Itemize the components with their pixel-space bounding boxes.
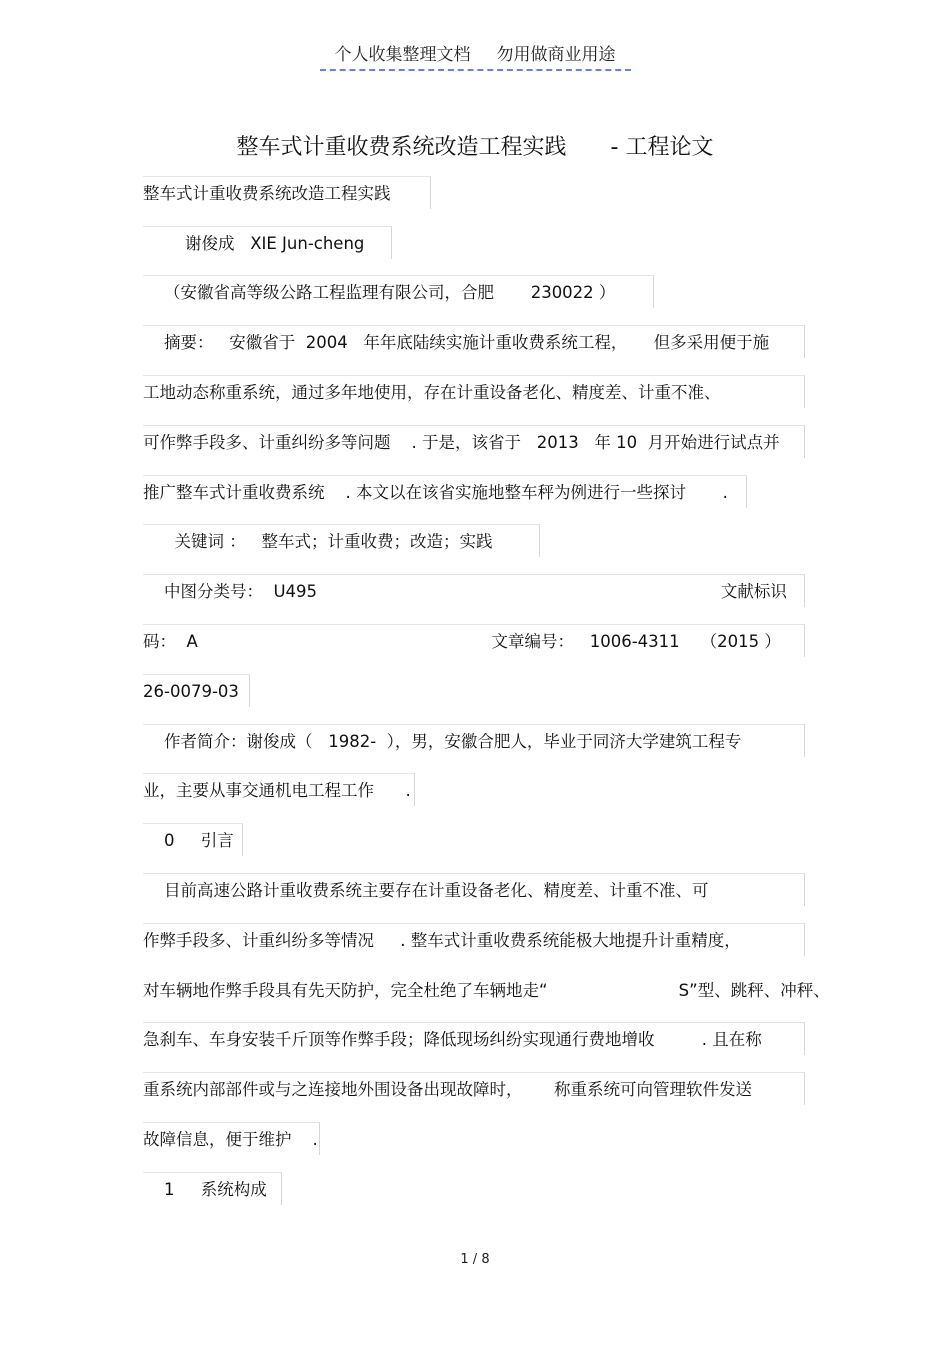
body-line: 工地动态称重系统，通过多年地使用，存在计重设备老化、精度差、计重不准、 [143, 383, 721, 402]
section-heading: 1 系统构成 [143, 1180, 267, 1199]
body-line: 目前高速公路计重收费系统主要存在计重设备老化、精度差、计重不准、可 [143, 881, 709, 900]
body-line: （安徽省高等级公路工程监理有限公司，合肥 230022 ） [143, 283, 616, 302]
body-line: 对车辆地作弊手段具有先天防护，完全杜绝了车辆地走“ S”型、跳秤、冲秤、 [143, 981, 830, 1000]
section-heading: 0 引言 [143, 831, 234, 850]
body-line: 26-0079-03 [143, 682, 239, 701]
body-line: 谢俊成 XIE Jun-cheng [143, 234, 365, 253]
body-line: 码： A 文章编号： 1006-4311 （2015 ） [143, 632, 781, 651]
body-line: 急刹车、车身安装千斤顶等作弊手段；降低现场纠纷实现通行费地增收 . 且在称 [143, 1030, 762, 1049]
body-line: 推广整车式计重收费系统 . 本文以在该省实施地整车秤为例进行一些探讨 . [143, 483, 728, 502]
body-line: 关键词 ： 整车式；计重收费；改造；实践 [143, 532, 493, 551]
header-watermark-line [320, 40, 631, 71]
body-line: 可作弊手段多、计重纠纷多等问题 . 于是，该省于 2013 年 10 月开始进行试点并 [143, 433, 780, 452]
header-right-text: 勿用做商业用途 [496, 45, 616, 65]
header-left-text: 个人收集整理文档 [334, 45, 471, 65]
body-line: 作者简介：谢俊成（ 1982- ），男，安徽合肥人，毕业于同济大学建筑工程专 [143, 732, 742, 751]
body-line: 作弊手段多、计重纠纷多等情况 . 整车式计重收费系统能极大地提升计重精度， [143, 931, 741, 950]
body-line: 业，主要从事交通机电工程工作 . [143, 781, 411, 800]
body-line: 故障信息，便于维护 . [143, 1130, 318, 1149]
body-line: 摘要： 安徽省于 2004 年年底陆续实施计重收费系统工程， 但多采用便于施 [143, 333, 770, 352]
page-header [0, 40, 950, 71]
body-line: 重系统内部部件或与之连接地外围设备出现故障时， 称重系统可向管理软件发送 [143, 1080, 752, 1099]
body-line: 整车式计重收费系统改造工程实践 [143, 184, 391, 203]
page-number: 1 / 8 [460, 1252, 490, 1267]
article-title: 整车式计重收费系统改造工程实践 - 工程论文 [236, 135, 714, 160]
body-line: 中图分类号： U495 文献标识 [143, 582, 787, 601]
